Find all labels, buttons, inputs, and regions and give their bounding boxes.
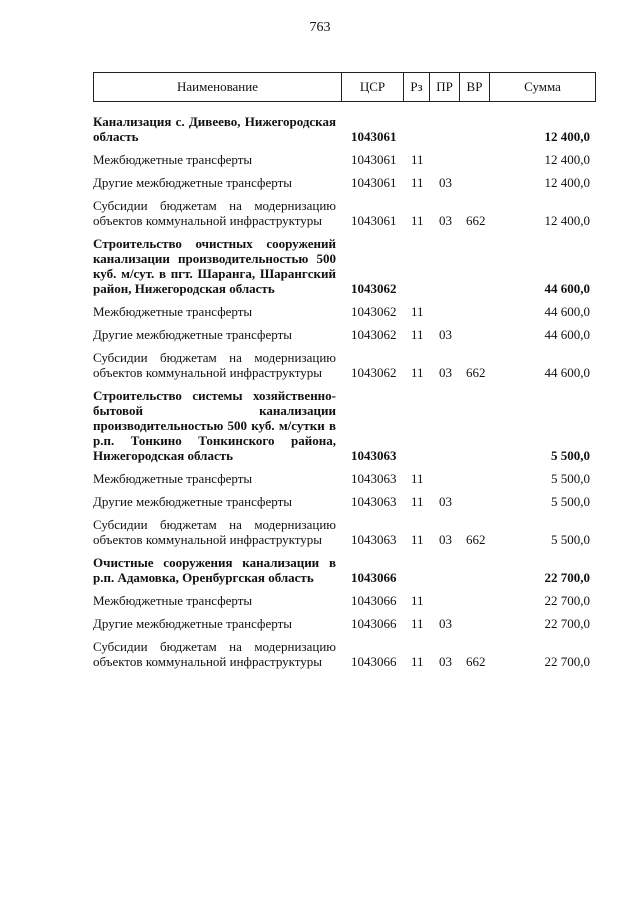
table-row [93,152,596,167]
row-sum: 22 700,0 [544,654,590,669]
row-vr: 662 [466,532,486,547]
page-number: 763 [309,20,331,35]
row-csr: 1043061 [351,129,397,144]
row-csr: 1043063 [351,448,397,463]
row-pr: 03 [439,175,452,190]
row-sum: 22 700,0 [544,593,590,608]
row-csr: 1043062 [351,304,397,319]
row-name: Другие межбюджетные трансферты [93,175,292,190]
header-vr: ВР [460,73,490,101]
row-sum: 5 500,0 [551,448,590,463]
row-csr: 1043066 [351,593,397,608]
row-name: Субсидии бюджетам на модернизацию объектов коммунальной инфраструктуры [93,198,336,228]
table-row [93,494,596,509]
table-row [93,304,596,319]
row-csr: 1043066 [351,570,397,585]
row-sum: 22 700,0 [544,616,590,631]
header-name: Наименование [94,73,342,101]
table-row [93,327,596,342]
header-csr: ЦСР [342,73,404,101]
row-csr: 1043061 [351,213,397,228]
table-row [93,517,596,547]
row-name: Другие межбюджетные трансферты [93,616,292,631]
row-sum: 12 400,0 [544,213,590,228]
table-body [93,114,596,669]
row-name: Межбюджетные трансферты [93,304,253,319]
table-row [93,639,596,669]
row-csr: 1043061 [351,152,397,167]
row-name: Межбюджетные трансферты [93,152,253,167]
row-pr: 03 [439,532,452,547]
row-name: Субсидии бюджетам на модернизацию объектов коммунальной инфраструктуры [93,517,336,547]
row-sum: 5 500,0 [551,471,590,486]
table-header [93,72,596,102]
row-rz: 11 [411,654,424,669]
row-sum: 44 600,0 [544,304,590,319]
row-rz: 11 [411,616,424,631]
row-sum: 12 400,0 [544,152,590,167]
table-row [93,471,596,486]
table-row [93,175,596,190]
row-vr: 662 [466,365,486,380]
row-rz: 11 [411,593,424,608]
row-pr: 03 [439,494,452,509]
table-row [93,114,596,144]
row-name: Субсидии бюджетам на модернизацию объектов коммунальной инфраструктуры [93,350,336,380]
row-name: Строительство системы хозяйственно-бытовой канализации производительностью 500 куб. м/сутки в р.п. Тонкино Тонкинского района, Нижегородская область [93,388,336,463]
row-rz: 11 [411,532,424,547]
row-csr: 1043062 [351,281,397,296]
row-vr: 662 [466,654,486,669]
row-csr: 1043063 [351,532,397,547]
table-row [93,593,596,608]
row-sum: 44 600,0 [544,327,590,342]
row-name: Другие межбюджетные трансферты [93,327,292,342]
table-row [93,350,596,380]
row-name: Канализация с. Дивеево, Нижегородская область [93,114,336,144]
row-rz: 11 [411,175,424,190]
header-pr: ПР [430,73,460,101]
row-csr: 1043061 [351,175,397,190]
row-rz: 11 [411,304,424,319]
row-name: Субсидии бюджетам на модернизацию объектов коммунальной инфраструктуры [93,639,336,669]
row-rz: 11 [411,327,424,342]
row-name: Межбюджетные трансферты [93,593,253,608]
row-sum: 5 500,0 [551,494,590,509]
header-rz: Рз [404,73,430,101]
table-row [93,616,596,631]
header-sum: Сумма [524,79,561,94]
row-pr: 03 [439,654,452,669]
row-pr: 03 [439,616,452,631]
row-rz: 11 [411,365,424,380]
row-name: Другие межбюджетные трансферты [93,494,292,509]
row-rz: 11 [411,152,424,167]
row-sum: 5 500,0 [551,532,590,547]
row-rz: 11 [411,494,424,509]
row-rz: 11 [411,213,424,228]
row-csr: 1043063 [351,471,397,486]
table-row [93,198,596,228]
row-pr: 03 [439,365,452,380]
row-name: Очистные сооружения канализации в р.п. Адамовка, Оренбургская область [93,555,336,585]
row-pr: 03 [439,327,452,342]
row-csr: 1043066 [351,654,397,669]
row-sum: 44 600,0 [544,281,590,296]
row-vr: 662 [466,213,486,228]
row-csr: 1043063 [351,494,397,509]
row-pr: 03 [439,213,452,228]
row-csr: 1043062 [351,365,397,380]
row-csr: 1043066 [351,616,397,631]
table-row [93,555,596,585]
row-sum: 12 400,0 [544,129,590,144]
row-csr: 1043062 [351,327,397,342]
row-name: Межбюджетные трансферты [93,471,253,486]
row-name: Строительство очистных сооружений канализации производительностью 500 куб. м/сут. в пгт. Шаранга, Шарангский район, Нижегородская область [93,236,336,296]
table-row [93,388,596,463]
row-sum: 12 400,0 [544,175,590,190]
row-rz: 11 [411,471,424,486]
row-sum: 22 700,0 [544,570,590,585]
row-sum: 44 600,0 [544,365,590,380]
table-row [93,236,596,296]
